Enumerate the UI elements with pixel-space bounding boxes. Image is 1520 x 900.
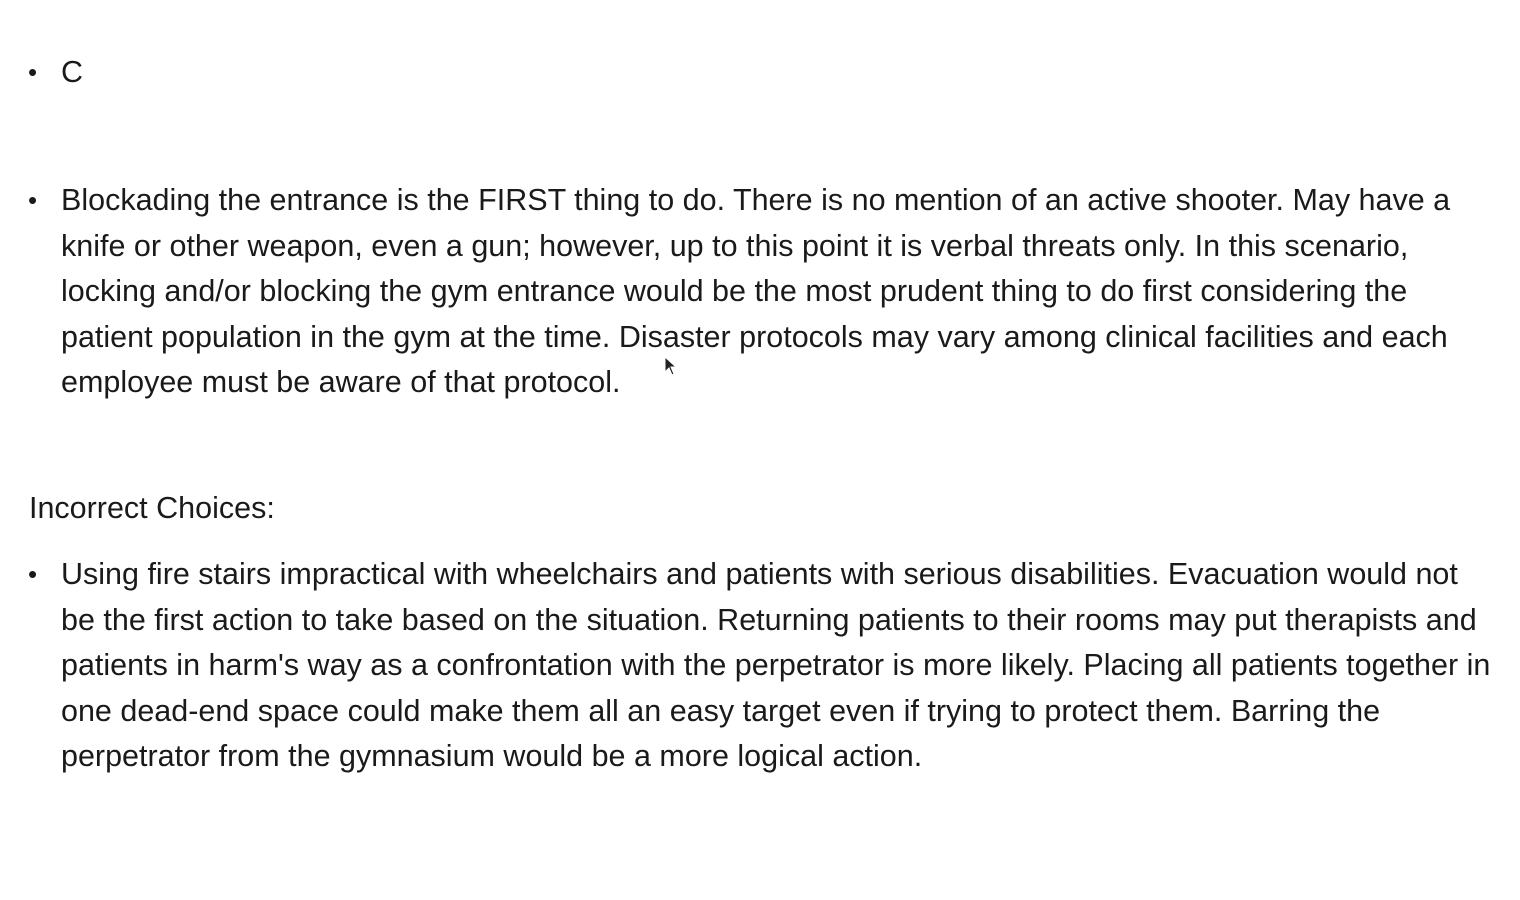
answer-item <box>0 50 1500 96</box>
mouse-pointer-icon <box>664 356 678 376</box>
answer-list <box>0 50 1500 96</box>
rationale-item <box>0 178 1500 406</box>
incorrect-choices-text: Using fire stairs impractical with wheelchairs and patients with serious disabilities. Evacuation would not be the first action to take based on the situation. Returning patients to their rooms may put therapists and patients in harm's way as a confrontation with the perpetrator is more likely. Placing all patients together in one dead-end space could make them all an easy target even if trying to protect them. Barring the perpetrator from the gymnasium would be a more logical action. <box>61 557 1491 773</box>
answer-text: C <box>61 55 84 89</box>
incorrect-choices-heading: Incorrect Choices: <box>29 491 275 525</box>
rationale-text: Blockading the entrance is the FIRST thing to do. There is no mention of an active shooter. May have a knife or other weapon, even a gun; however, up to this point it is verbal threats only. In this scenario, locking and/or blocking the gym entrance would be the most prudent thing to do first considering the patient population in the gym at the time. Disaster protocols may vary among clinical facilities and each employee must be aware of that protocol. <box>61 183 1451 399</box>
incorrect-choices-item <box>0 552 1500 780</box>
bullet-marker: • <box>28 57 38 87</box>
bullet-marker: • <box>28 185 38 215</box>
incorrect-choices-list <box>0 552 1500 780</box>
rationale-list <box>0 178 1500 406</box>
bullet-marker: • <box>28 559 38 589</box>
